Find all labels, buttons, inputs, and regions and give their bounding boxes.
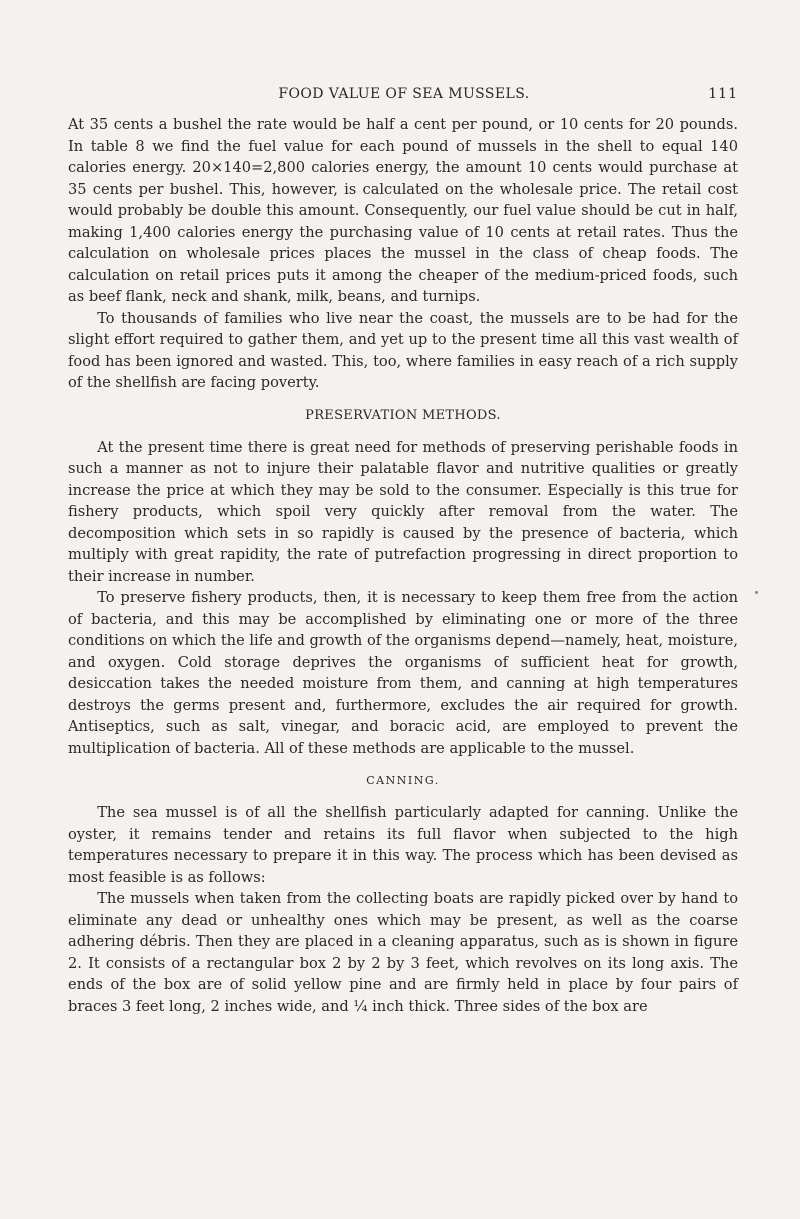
running-title: FOOD VALUE OF SEA MUSSELS. (278, 86, 530, 102)
page-number: 111 (708, 86, 738, 102)
print-speck (755, 591, 758, 594)
paragraph: At the present time there is great need for methods of preserving perishable foods in such a manner as not to injure their palatable flavor and nutritive qualities or greatly increase the price at which they may be sold to the consumer. Especially is this true for fishery products, which spoil very quickly after removal from the water. The decomposition which sets in so rapidly is caused by the presence of bacteria, which multiply with great rapidity, the rate of putrefaction progressing in direct proportion to their increase in number. (68, 438, 738, 585)
paragraph: At 35 cents a bushel the rate would be half a cent per pound, or 10 cents for 20 pounds. In table 8 we find the fuel value for each pound of mussels in the shell to equal 140 calories energy. 20×140=2,800 calories energy, the amount 10 cents would purchase at 35 cents per bushel. This, however, is calculated on the wholesale price. The retail cost would probably be double this amount. Consequently, our fuel value should be cut in half, making 1,400 calories energy the purchasing value of 10 cents at retail rates. Thus the calculation on wholesale prices places the mussel in the class of cheap foods. The calculation on retail prices puts it among the cheaper of the medium-priced foods, such as beef flank, neck and shank, milk, beans, and turnips. (68, 116, 738, 305)
paragraph: The sea mussel is of all the shellfish particularly adapted for canning. Unlike the oyster, it remains tender and retains its full flavor when subjected to the high temperatures necessary to prepare it in this way. The process which has been devised as most feasible is as follows: (68, 804, 738, 886)
section-heading-canning: CANNING. (366, 774, 440, 787)
paragraph: To thousands of families who live near the coast, the mussels are to be had for the slight effort required to gather them, and yet up to the present time all this vast wealth of food has been ignored and wasted. This, too, where families in easy reach of a rich supply of the shellfish are facing poverty. (68, 309, 738, 391)
paragraph: To preserve fishery products, then, it is necessary to keep them free from the action of bacteria, and this may be accomplished by eliminating one or more of the three conditions on which the life and growth of the organisms depend—namely, heat, moisture, and oxygen. Cold storage deprives the organisms of sufficient heat for growth, desiccation takes the needed moisture from them, and canning at high temperatures destroys the germs present and, furthermore, excludes the air required for growth. Antiseptics, such as salt, vinegar, and boracic acid, are employed to prevent the multiplication of bacteria. All of these methods are applicable to the mussel. (68, 589, 738, 757)
paragraph: The mussels when taken from the collecting boats are rapidly picked over by hand to eliminate any dead or unhealthy ones which may be present, as well as the coarse adhering débris. Then they are placed in a cleaning apparatus, such as is shown in figure 2. It consists of a rectangular box 2 by 2 by 3 feet, which revolves on its long axis. The ends of the box are of solid yellow pine and are firmly held in place by four pairs of braces 3 feet long, 2 inches wide, and ¼ inch thick. Three sides of the box are (68, 890, 738, 1015)
body-text (68, 114, 738, 1017)
section-heading-preservation: PRESERVATION METHODS. (305, 407, 501, 423)
running-head (70, 84, 738, 104)
